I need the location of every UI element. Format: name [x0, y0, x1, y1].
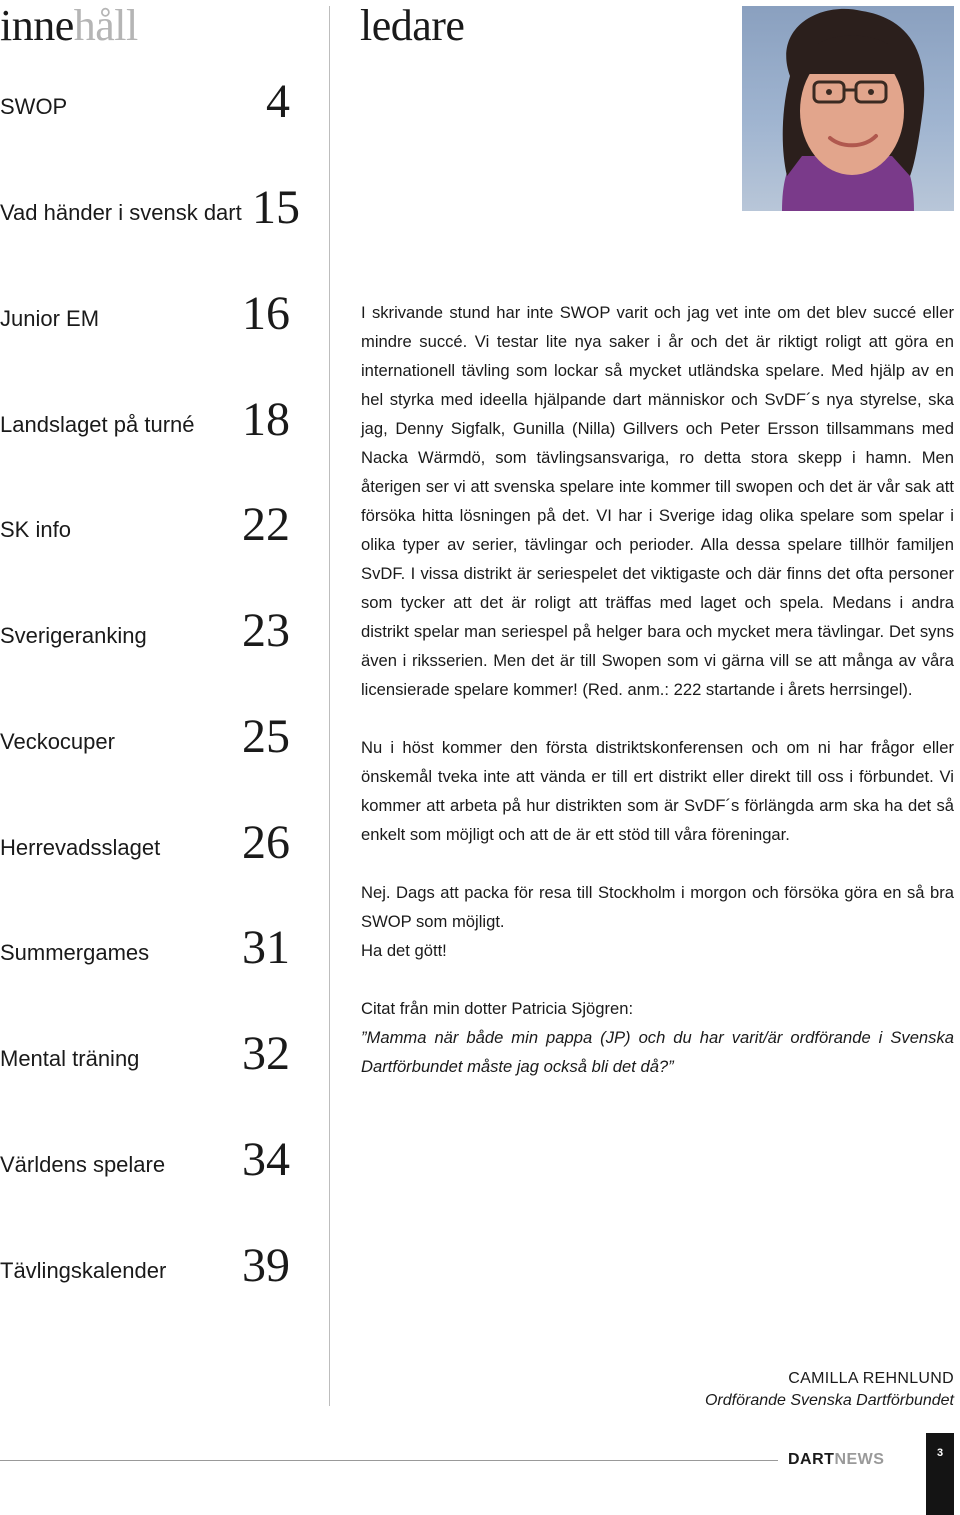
toc-item[interactable]	[0, 66, 290, 126]
editorial-title: ledare	[360, 1, 465, 50]
column-divider	[329, 6, 330, 1406]
toc-item[interactable]	[0, 807, 290, 867]
toc-item-page: 16	[242, 287, 290, 340]
toc-item-label: SK info	[0, 517, 71, 542]
editorial-paragraph: I skrivande stund har inte SWOP varit och jag vet inte om det blev succé eller mindre succé. Vi testar lite nya saker i år och det är riktigt roligt att göra en internationell tävling som lockar så mycket utländska spelare. Med hjälp av en hel styrka med ideella hjälpande dart människor och SvDF´s nya styrelse, ska jag, Denny Sigfalk, Gunilla (Nilla) Gillvers och Peter Ersson tillsammans med Nacka Wärmdö, som tävlingsansvariga, ro detta stora skepp i hamn. Men återigen ser vi att svenska spelare inte kommer till swopen och det är vår sak att försöka hitta lösningen på det. VI har i Sverige idag olika spelare som spelar i olika typer av serier, tävlingar och perioder. Alla dessa spelare tillhör familjen SvDF. I vissa distrikt är seriespelet det viktigaste och där finns det ofta personer som tycker att det är roligt att träffas med laget och spela. Medans i andra distrikt spelar man seriespel på helger bara och mycket mera tävlingar. Det syns även i riksserien. Men det är till Swopen som vi gärna vill se att många av våra licensierade spelare kommer! (Red. anm.: 222 startande i årets herrsingel).	[361, 303, 954, 699]
toc-title	[0, 1, 138, 50]
toc-item-page: 23	[242, 604, 290, 657]
dartnews-logo	[788, 1450, 884, 1470]
toc-item[interactable]	[0, 912, 290, 972]
toc-item-label: SWOP	[0, 94, 68, 119]
toc-item[interactable]	[0, 384, 290, 444]
toc-item-page: 15	[252, 181, 300, 234]
toc-item-label: Världens spelare	[0, 1152, 166, 1177]
toc-item-page: 4	[266, 75, 290, 128]
toc-item-page: 31	[242, 921, 290, 974]
toc-item-page: 26	[242, 816, 290, 869]
logo-news: NEWS	[834, 1451, 885, 1468]
toc-item-label: Veckocuper	[0, 729, 115, 754]
toc-item-page: 32	[242, 1027, 290, 1080]
toc-item[interactable]	[0, 1230, 290, 1290]
editorial-paragraph: Nu i höst kommer den första distriktskonferensen och om ni har frågor eller önskemål tveka inte att vända er till ert distrikt eller direkt till oss i förbundet. Vi kommer att arbeta på hur distrikten som är SvDF´s förlängda arm ska ha det så enkelt som möjligt och att de är ett stöd till våra föreningar.	[361, 738, 954, 844]
toc-item-label: Mental träning	[0, 1046, 140, 1071]
toc-item[interactable]	[0, 1018, 290, 1078]
toc-title-dark: inne	[0, 1, 74, 50]
toc-item-page: 18	[242, 393, 290, 446]
toc-item[interactable]	[0, 595, 290, 655]
toc-item-label: Vad händer i svensk dart	[0, 200, 242, 225]
editorial-body	[361, 298, 954, 1110]
page-number: 3	[936, 1447, 944, 1459]
toc-item-page: 39	[242, 1239, 290, 1292]
author-portrait	[742, 6, 954, 211]
toc-title-light: håll	[73, 1, 138, 50]
toc-item-label: Herrevadsslaget	[0, 835, 161, 860]
signature-role: Ordförande Svenska Dartförbundet	[704, 1392, 954, 1409]
toc-item-label: Tävlingskalender	[0, 1258, 167, 1283]
toc-item-page: 25	[242, 710, 290, 763]
toc-item[interactable]	[0, 1124, 290, 1184]
toc-item-page: 34	[242, 1133, 290, 1186]
page-number-tab	[926, 1433, 954, 1515]
toc-item[interactable]	[0, 489, 290, 549]
editorial-paragraph: Nej. Dags att packa för resa till Stockholm i morgon och försöka göra en så bra SWOP som möjligt.	[361, 883, 954, 931]
quote-intro: Citat från min dotter Patricia Sjögren:	[361, 999, 634, 1018]
author-photo	[742, 6, 954, 211]
toc-item-label: Sverigeranking	[0, 623, 147, 648]
toc-item[interactable]	[0, 701, 290, 761]
signature-name: CAMILLA REHNLUND	[788, 1370, 954, 1387]
toc-item-page: 22	[242, 498, 290, 551]
toc-item[interactable]	[0, 278, 290, 338]
logo-dart: DART	[788, 1451, 835, 1468]
footer-rule	[0, 1460, 778, 1461]
toc-item-label: Summergames	[0, 940, 150, 965]
toc-item-label: Junior EM	[0, 306, 100, 331]
signature	[705, 1368, 954, 1412]
daughter-quote: ”Mamma när både min pappa (JP) och du har varit/är ordförande i Svenska Dartförbundet måste jag också bli det då?”	[361, 1028, 954, 1076]
toc-item[interactable]	[0, 172, 300, 234]
editorial-closing: Ha det gött!	[361, 941, 447, 960]
toc-item-label: Landslaget på turné	[0, 412, 195, 437]
